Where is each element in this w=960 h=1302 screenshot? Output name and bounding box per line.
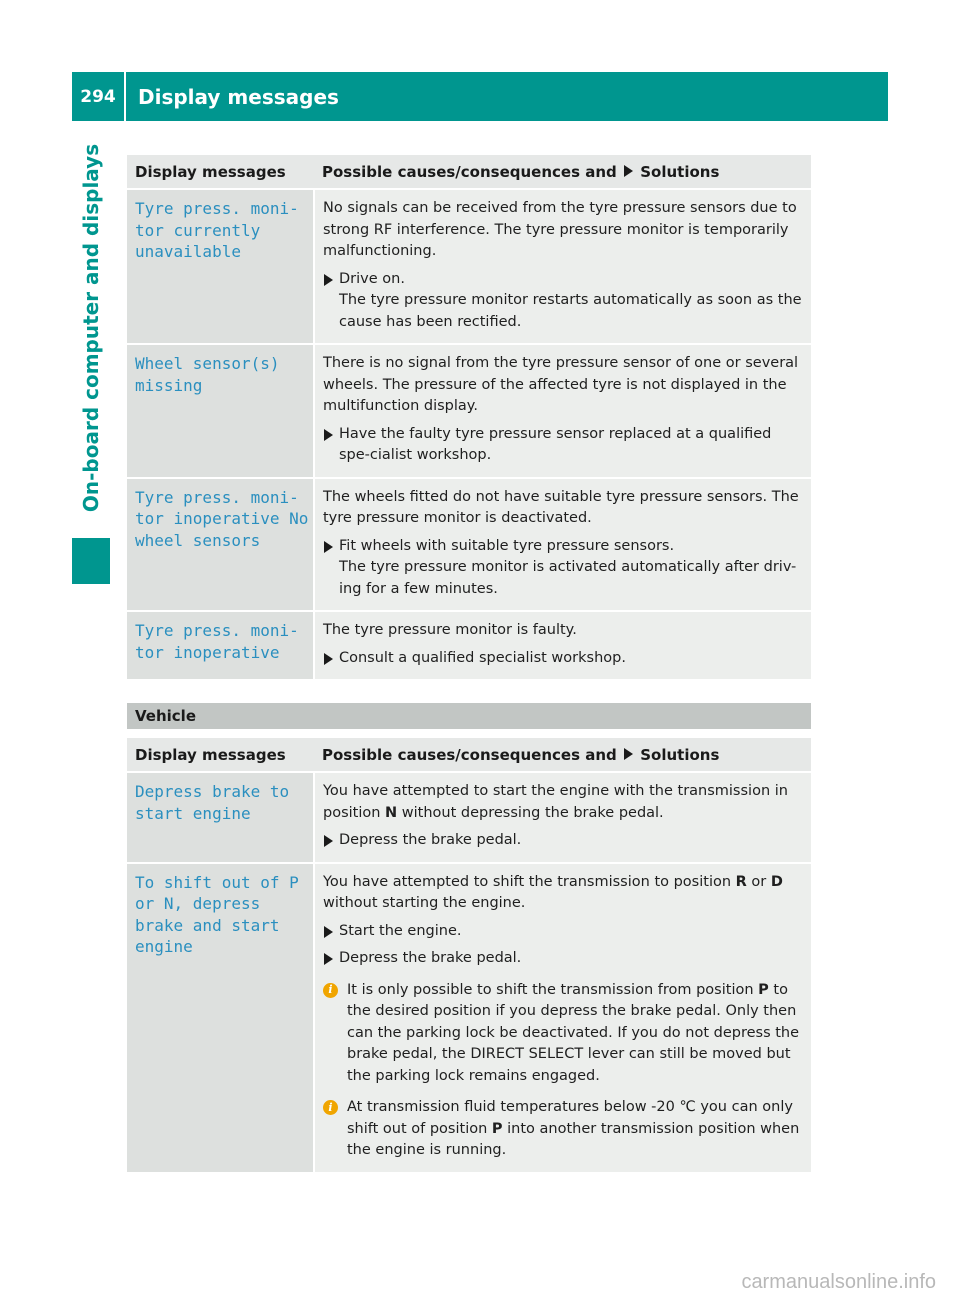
display-message: Wheel sensor(s) missing — [127, 344, 314, 478]
display-message: Depress brake to start engine — [127, 772, 314, 863]
tyre-messages-table — [127, 155, 811, 681]
column-header-causes: Possible causes/consequences and Solutions — [314, 155, 811, 189]
display-message: Tyre press. moni- tor currently unavailable — [127, 189, 314, 344]
section-title-vehicle: Vehicle — [127, 703, 811, 729]
page-number: 294 — [72, 72, 126, 121]
page-title: Display messages — [138, 84, 339, 109]
solution-step: Fit wheels with suitable tyre pressure sensors. The tyre pressure monitor is activated automatically after driv-ing for a few minutes. — [323, 536, 803, 601]
info-note: i It is only possible to shift the transmission from position P to the desired position if you depress the brake pedal. Only then can the parking lock be deactivated. If you do not depress the brake pedal, the DIRECT SELECT lever can still be moved but the parking lock remains engaged. — [323, 980, 803, 1088]
solution-step: Depress the brake pedal. — [323, 948, 803, 970]
message-description — [314, 478, 811, 612]
solution-step: Have the faulty tyre pressure sensor replaced at a qualified spe-cialist workshop. — [323, 424, 803, 467]
table-row — [127, 344, 811, 478]
followup-text: The tyre pressure monitor restarts automatically as soon as the cause has been rectified. — [339, 292, 802, 330]
page-header — [72, 72, 888, 121]
cause-text: You have attempted to shift the transmission to position R or D without starting the engine. — [323, 873, 783, 911]
info-icon: i — [323, 1100, 338, 1115]
column-header-messages: Display messages — [127, 738, 314, 772]
message-description — [314, 863, 811, 1173]
arrow-right-icon — [324, 653, 333, 665]
side-chapter-label — [72, 125, 110, 530]
table-header-row — [127, 738, 811, 772]
cause-text: You have attempted to start the engine with the transmission in position N without depressing the brake pedal. — [323, 783, 788, 821]
message-description — [314, 611, 811, 680]
watermark: carmanualsonline.info — [741, 1271, 936, 1293]
solution-step: Drive on. The tyre pressure monitor restarts automatically as soon as the cause has been rectified. — [323, 269, 803, 334]
arrow-right-icon — [324, 835, 333, 847]
info-icon: i — [323, 983, 338, 998]
cause-text: The tyre pressure monitor is faulty. — [323, 622, 577, 638]
side-chapter-block — [72, 538, 110, 584]
display-message: Tyre press. moni- tor inoperative No wheel sensors — [127, 478, 314, 612]
cause-text: No signals can be received from the tyre pressure sensors due to strong RF interference. The tyre pressure monitor is temporarily malfunctioning. — [323, 200, 797, 259]
arrow-right-icon — [624, 165, 633, 177]
cause-text: The wheels fitted do not have suitable tyre pressure sensors. The tyre pressure monitor is deactivated. — [323, 488, 799, 526]
info-note: i At transmission fluid temperatures below -20 ℃ you can only shift out of position P into another transmission position when the engine is running. — [323, 1097, 803, 1162]
arrow-right-icon — [324, 926, 333, 938]
vehicle-messages-table — [127, 738, 811, 1174]
cause-text: There is no signal from the tyre pressure sensor of one or several wheels. The pressure of the affected tyre is not displayed in the multifunction display. — [323, 355, 799, 414]
arrow-right-icon — [324, 953, 333, 965]
table-row — [127, 611, 811, 680]
arrow-right-icon — [324, 274, 333, 286]
table-row — [127, 478, 811, 612]
column-header-messages: Display messages — [127, 155, 314, 189]
arrow-right-icon — [324, 429, 333, 441]
display-message: Tyre press. moni- tor inoperative — [127, 611, 314, 680]
solution-step: Depress the brake pedal. — [323, 830, 803, 852]
arrow-right-icon — [324, 541, 333, 553]
display-message: To shift out of P or N, depress brake and start engine — [127, 863, 314, 1173]
message-description — [314, 772, 811, 863]
message-description — [314, 344, 811, 478]
arrow-right-icon — [624, 748, 633, 760]
table-row — [127, 863, 811, 1173]
table-row — [127, 772, 811, 863]
side-chapter-text: On-board computer and displays — [79, 143, 104, 512]
solution-step: Consult a qualified specialist workshop. — [323, 648, 803, 670]
column-header-causes: Possible causes/consequences and Solutions — [314, 738, 811, 772]
solution-step: Start the engine. — [323, 921, 803, 943]
table-row — [127, 189, 811, 344]
table-header-row — [127, 155, 811, 189]
message-description — [314, 189, 811, 344]
followup-text: The tyre pressure monitor is activated automatically after driv-ing for a few minutes. — [339, 559, 797, 597]
